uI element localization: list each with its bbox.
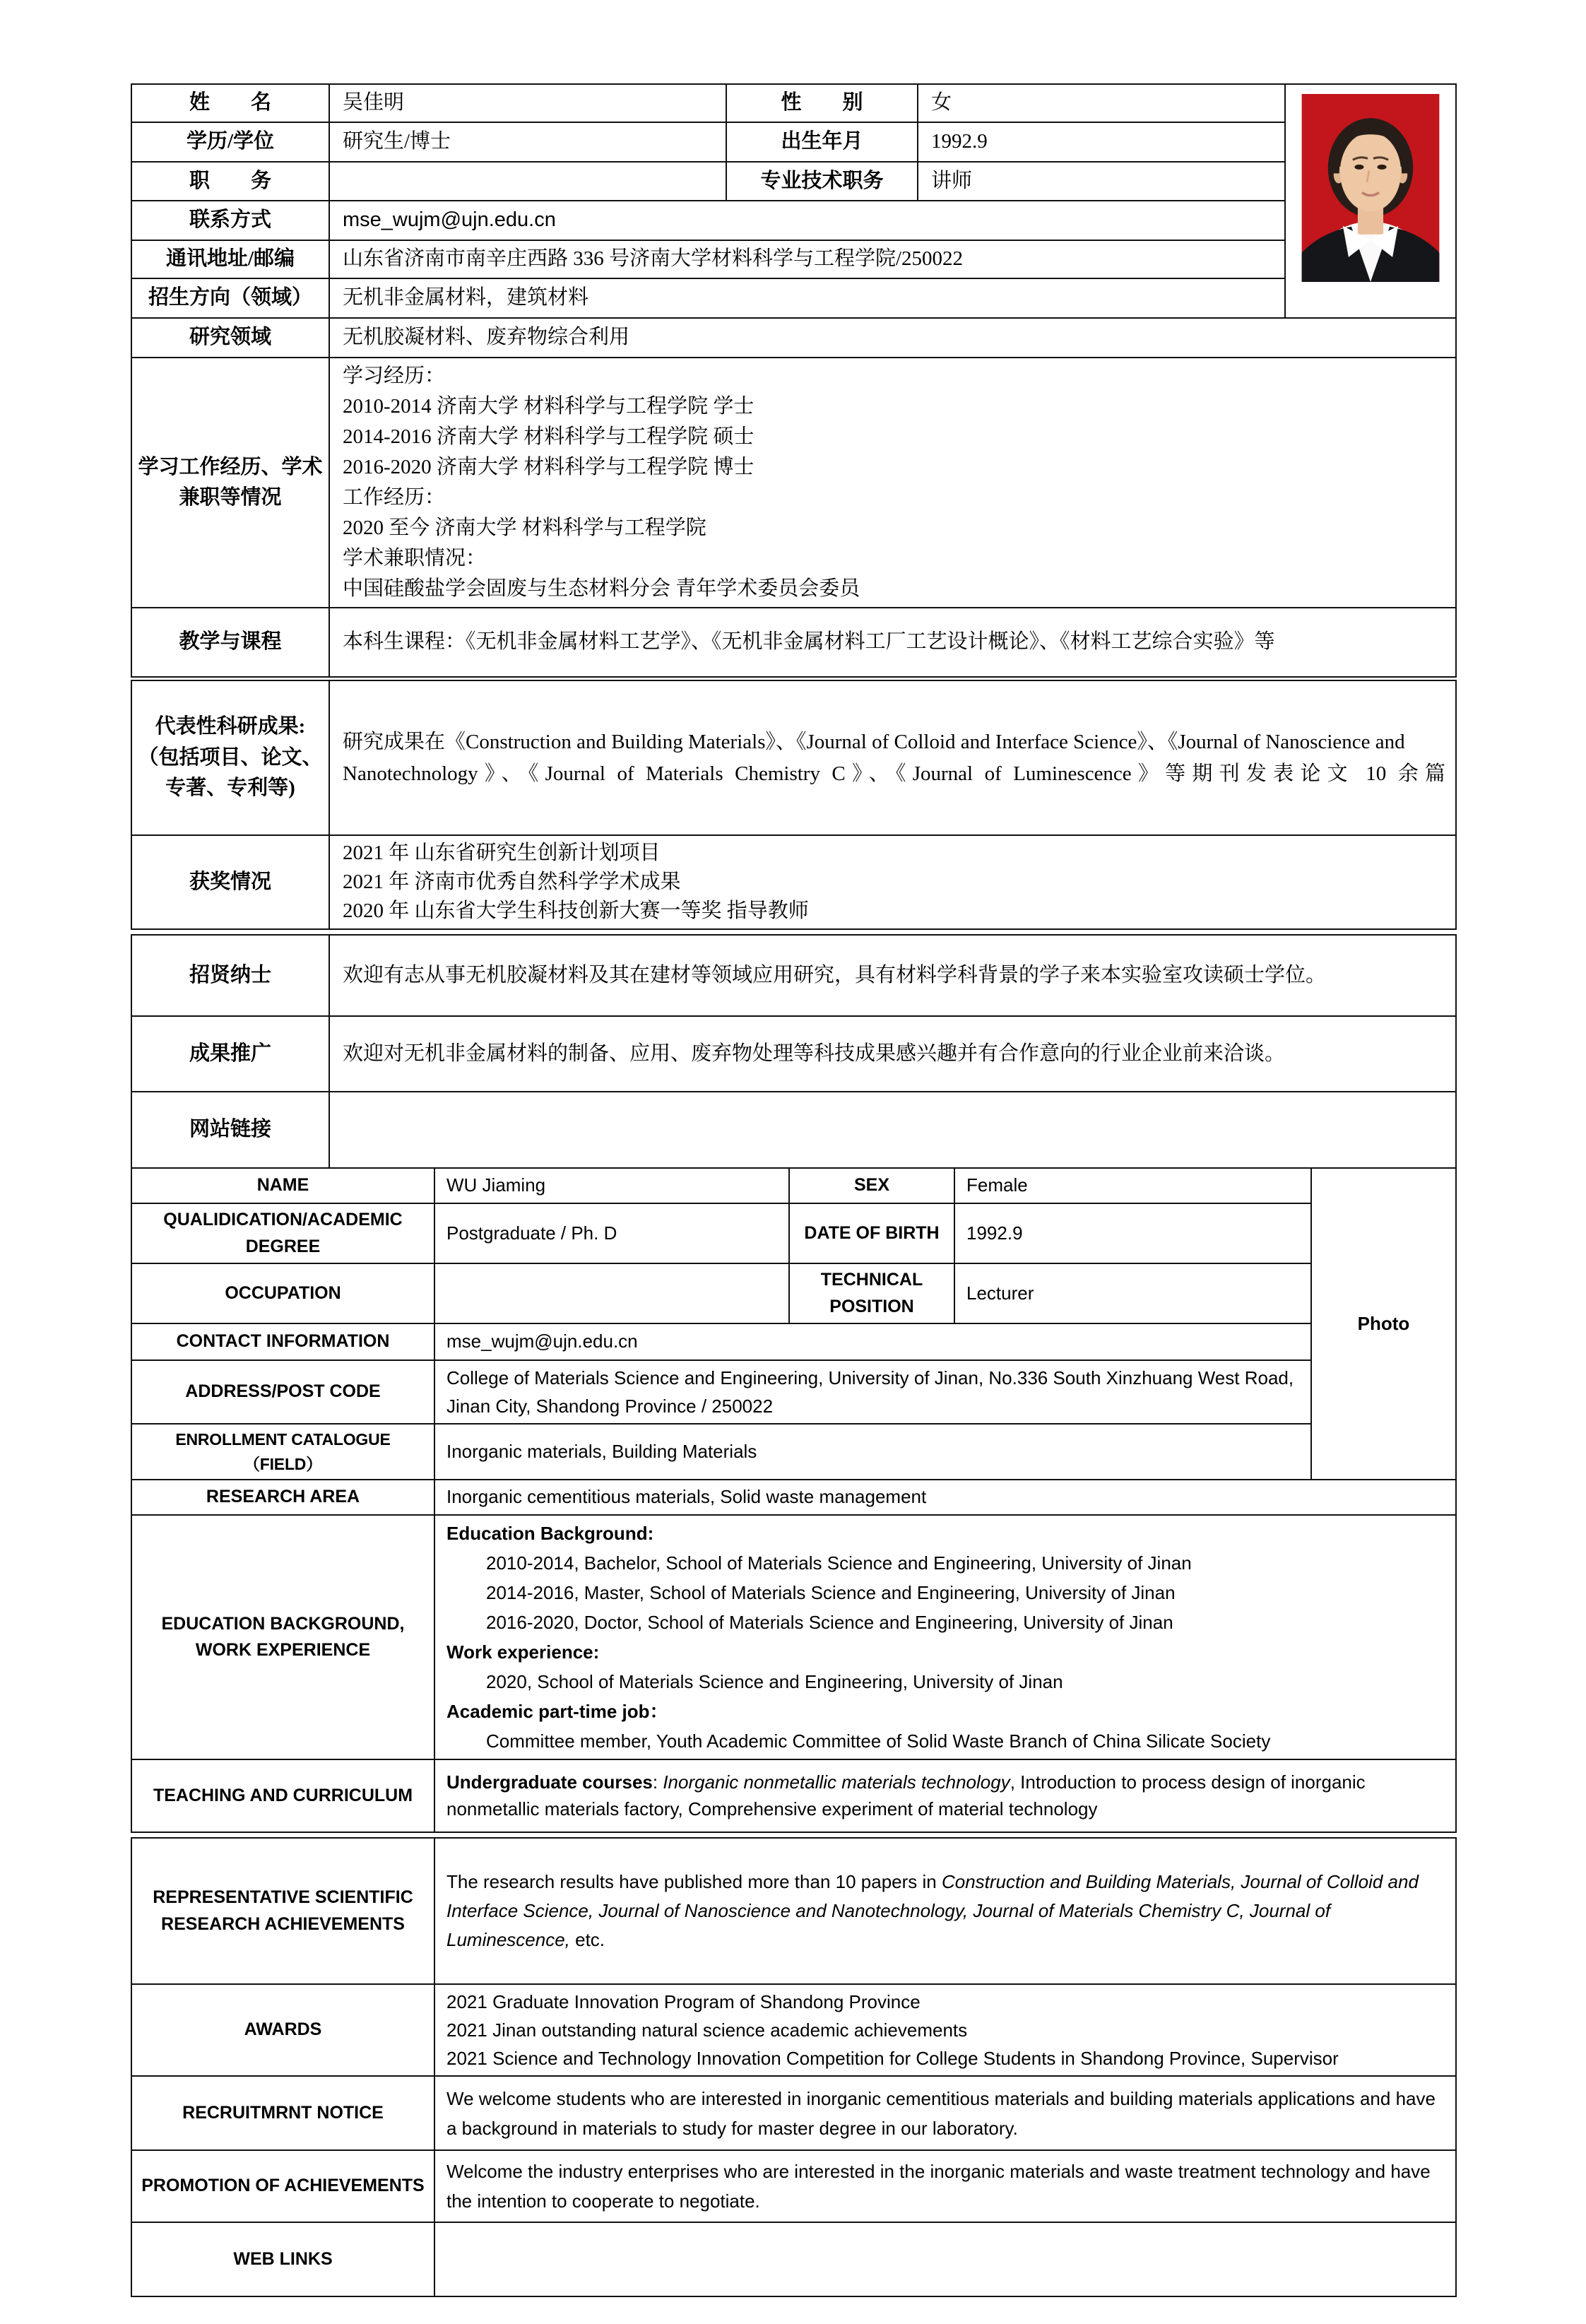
zh-address-label: 通讯地址/邮编 bbox=[131, 240, 329, 278]
en-research-area-label: RESEARCH AREA bbox=[131, 1480, 434, 1515]
en-teaching-label: TEACHING AND CURRICULUM bbox=[131, 1759, 434, 1832]
en-promotion-value: Welcome the industry enterprises who are interested in the inorganic materials and waste treatment technology and have the intention to cooperate to negotiate. bbox=[434, 2150, 1456, 2222]
en-enrollment-label: ENROLLMENT CATALOGUE（FIELD） bbox=[131, 1424, 434, 1480]
photo-cell bbox=[1285, 84, 1456, 318]
text-line: 2020 至今 济南大学 材料科学与工程学院 bbox=[343, 517, 706, 539]
en-education-label: EDUCATION BACKGROUND, WORK EXPERIENCE bbox=[131, 1515, 434, 1759]
en-teaching-courses-heading: Undergraduate courses bbox=[446, 1771, 653, 1793]
text-line: 2014-2016, Master, School of Materials Science and Engineering, University of Jinan bbox=[486, 1582, 1176, 1603]
en-photo-placeholder: Photo bbox=[1311, 1168, 1456, 1480]
en-weblinks-value bbox=[434, 2222, 1456, 2296]
text-line: 学术兼职情况： bbox=[343, 547, 487, 570]
zh-birth-value: 1992.9 bbox=[918, 122, 1285, 162]
zh-achievements-value: 研究成果在《Construction and Building Materials》、《Journal of Colloid and Interface Science》、《Journal of Nanoscience and Nanotechnology》、《Journal of Materials Chemistry C》、《Journal of Luminescence》等期刊发表论文 10 余篇 bbox=[329, 680, 1456, 835]
en-degree-value: Postgraduate / Ph. D bbox=[434, 1203, 789, 1263]
en-recruit-label: RECRUITMRNT NOTICE bbox=[131, 2076, 434, 2150]
en-awards-value bbox=[434, 1984, 1456, 2076]
text-line: 2016-2020 济南大学 材料科学与工程学院 博士 bbox=[343, 456, 754, 478]
document-body bbox=[131, 83, 1455, 2297]
en-sex-label: SEX bbox=[789, 1168, 954, 1203]
en-birth-label: DATE OF BIRTH bbox=[789, 1203, 954, 1263]
en-weblinks-label: WEB LINKS bbox=[131, 2222, 434, 2296]
zh-recruit-label: 招贤纳士 bbox=[131, 935, 329, 1016]
en-occupation-value bbox=[434, 1263, 789, 1323]
zh-birth-label: 出生年月 bbox=[726, 122, 918, 162]
text-line: 2021 Jinan outstanding natural science academic achievements bbox=[446, 2019, 968, 2041]
en-occupation-label: OCCUPATION bbox=[131, 1263, 434, 1323]
zh-tech-position-label: 专业技术职务 bbox=[726, 162, 918, 201]
en-teaching-courses-rest: , Introduction to process design of inorganic nonmetallic materials factory, Comprehensive experiment of material technology bbox=[446, 1771, 1366, 1819]
en-name-value: WU Jiaming bbox=[434, 1168, 789, 1203]
english-basic-info-table bbox=[131, 1167, 1457, 1833]
en-representative-label: REPRESENTATIVE SCIENTIFIC RESEARCH ACHIEVEMENTS bbox=[131, 1838, 434, 1984]
text-line: 2020 年 山东省大学生科技创新大赛一等奖 指导教师 bbox=[343, 899, 809, 922]
en-tech-position-value: Lecturer bbox=[954, 1263, 1311, 1323]
zh-teaching-label: 教学与课程 bbox=[131, 608, 329, 677]
en-recruit-value: We welcome students who are interested in inorganic cementitious materials and building materials applications and have a background in materials to study for master degree in our laboratory. bbox=[434, 2076, 1456, 2150]
text-line: Committee member, Youth Academic Committee of Solid Waste Branch of China Silicate Society bbox=[486, 1730, 1271, 1752]
zh-contact-label: 联系方式 bbox=[131, 201, 329, 240]
portrait-photo bbox=[1301, 94, 1440, 282]
en-birth-value: 1992.9 bbox=[954, 1203, 1311, 1263]
en-awards-label: AWARDS bbox=[131, 1984, 434, 2076]
text-line: 2020, School of Materials Science and Engineering, University of Jinan bbox=[486, 1671, 1063, 1692]
text-line: 学习经历： bbox=[343, 365, 446, 387]
zh-promotion-label: 成果推广 bbox=[131, 1016, 329, 1092]
zh-degree-value: 研究生/博士 bbox=[329, 122, 726, 162]
text-line: 2010-2014, Bachelor, School of Materials Science and Engineering, University of Jinan bbox=[486, 1552, 1192, 1574]
zh-contact-value: mse_wujm@ujn.edu.cn bbox=[329, 201, 1285, 240]
en-research-area-value: Inorganic cementitious materials, Solid waste management bbox=[434, 1480, 1456, 1515]
zh-recruit-value: 欢迎有志从事无机胶凝材料及其在建材等领域应用研究，具有材料学科背景的学子来本实验室攻读硕士学位。 bbox=[329, 935, 1456, 1016]
zh-awards-value bbox=[329, 835, 1456, 929]
text-line: 工作经历： bbox=[343, 486, 446, 509]
text-line: 2021 Science and Technology Innovation Competition for College Students in Shandong Province, Supervisor bbox=[446, 2048, 1339, 2069]
text-line: 2021 年 济南市优秀自然科学学术成果 bbox=[343, 871, 681, 893]
zh-weblinks-value bbox=[329, 1092, 1456, 1168]
text-line: 2010-2014 济南大学 材料科学与工程学院 学士 bbox=[343, 395, 754, 418]
chinese-achievements-table bbox=[131, 680, 1457, 930]
zh-research-area-value: 无机胶凝材料、废弃物综合利用 bbox=[329, 318, 1456, 358]
en-contact-value: mse_wujm@ujn.edu.cn bbox=[434, 1323, 1311, 1360]
zh-achievements-label: 代表性科研成果:（包括项目、论文、专著、专利等) bbox=[131, 680, 329, 835]
zh-duty-label: 职 务 bbox=[131, 162, 329, 201]
zh-awards-label: 获奖情况 bbox=[131, 835, 329, 929]
chinese-basic-info-table bbox=[131, 83, 1457, 678]
en-address-value: College of Materials Science and Engineering, University of Jinan, No.336 South Xinzhuang West Road, Jinan City, Shandong Province / 250022 bbox=[434, 1360, 1311, 1424]
zh-promotion-value: 欢迎对无机非金属材料的制备、应用、废弃物处理等科技成果感兴趣并有合作意向的行业企业前来洽谈。 bbox=[329, 1016, 1456, 1092]
en-teaching-separator: : bbox=[652, 1771, 663, 1793]
zh-research-area-label: 研究领域 bbox=[131, 318, 329, 358]
en-teaching-course-italic: Inorganic nonmetallic materials technology bbox=[663, 1771, 1010, 1793]
english-achievements-table bbox=[131, 1837, 1457, 2297]
zh-experience-label: 学习工作经历、学术兼职等情况 bbox=[131, 358, 329, 608]
zh-tech-position-value: 讲师 bbox=[918, 162, 1285, 201]
text-line: Academic part-time job： bbox=[446, 1701, 668, 1722]
en-contact-label: CONTACT INFORMATION bbox=[131, 1323, 434, 1360]
text-line: 中国硅酸盐学会固废与生态材料分会 青年学术委员会委员 bbox=[343, 577, 860, 600]
en-promotion-label: PROMOTION OF ACHIEVEMENTS bbox=[131, 2150, 434, 2222]
zh-experience-value bbox=[329, 358, 1456, 608]
zh-sex-label: 性 别 bbox=[726, 84, 918, 122]
en-tech-position-label: TECHNICAL POSITION bbox=[789, 1263, 954, 1323]
en-representative-journals: Construction and Building Materials, Journal of Colloid and Interface Science, Journal of Nanoscience and Nanotechnology, Journal of Materials Chemistry C, Journal of Luminescence, bbox=[446, 1871, 1419, 1950]
zh-name-value: 吴佳明 bbox=[329, 84, 726, 122]
en-degree-label: QUALIDICATION/ACADEMIC DEGREE bbox=[131, 1203, 434, 1263]
zh-degree-label: 学历/学位 bbox=[131, 122, 329, 162]
en-representative-value bbox=[434, 1838, 1456, 1984]
en-sex-value: Female bbox=[954, 1168, 1311, 1203]
chinese-notice-table bbox=[131, 934, 1457, 1169]
en-enrollment-value: Inorganic materials, Building Materials bbox=[434, 1424, 1311, 1480]
en-name-label: NAME bbox=[131, 1168, 434, 1203]
zh-address-value: 山东省济南市南辛庄西路 336 号济南大学材料科学与工程学院/250022 bbox=[329, 240, 1285, 278]
en-representative-prefix: The research results have published more than 10 papers in bbox=[446, 1871, 942, 1892]
zh-teaching-value: 本科生课程：《无机非金属材料工艺学》、《无机非金属材料工厂工艺设计概论》、《材料工艺综合实验》等 bbox=[329, 608, 1456, 677]
text-line: Work experience: bbox=[446, 1641, 600, 1663]
zh-weblinks-label: 网站链接 bbox=[131, 1092, 329, 1168]
text-line: 2021 年 山东省研究生创新计划项目 bbox=[343, 842, 661, 864]
text-line: 2021 Graduate Innovation Program of Shandong Province bbox=[446, 1991, 921, 2012]
zh-sex-value: 女 bbox=[918, 84, 1285, 122]
zh-duty-value bbox=[329, 162, 726, 201]
text-line: 2014-2016 济南大学 材料科学与工程学院 硕士 bbox=[343, 425, 754, 448]
zh-enrollment-label: 招生方向（领域） bbox=[131, 278, 329, 318]
zh-name-label: 姓 名 bbox=[131, 84, 329, 122]
en-teaching-value bbox=[434, 1759, 1456, 1832]
en-education-value bbox=[434, 1515, 1456, 1759]
text-line: Education Background: bbox=[446, 1523, 654, 1544]
zh-enrollment-value: 无机非金属材料，建筑材料 bbox=[329, 278, 1285, 318]
en-representative-suffix: etc. bbox=[569, 1929, 605, 1950]
en-address-label: ADDRESS/POST CODE bbox=[131, 1360, 434, 1424]
text-line: 2016-2020, Doctor, School of Materials Science and Engineering, University of Jinan bbox=[486, 1612, 1173, 1633]
